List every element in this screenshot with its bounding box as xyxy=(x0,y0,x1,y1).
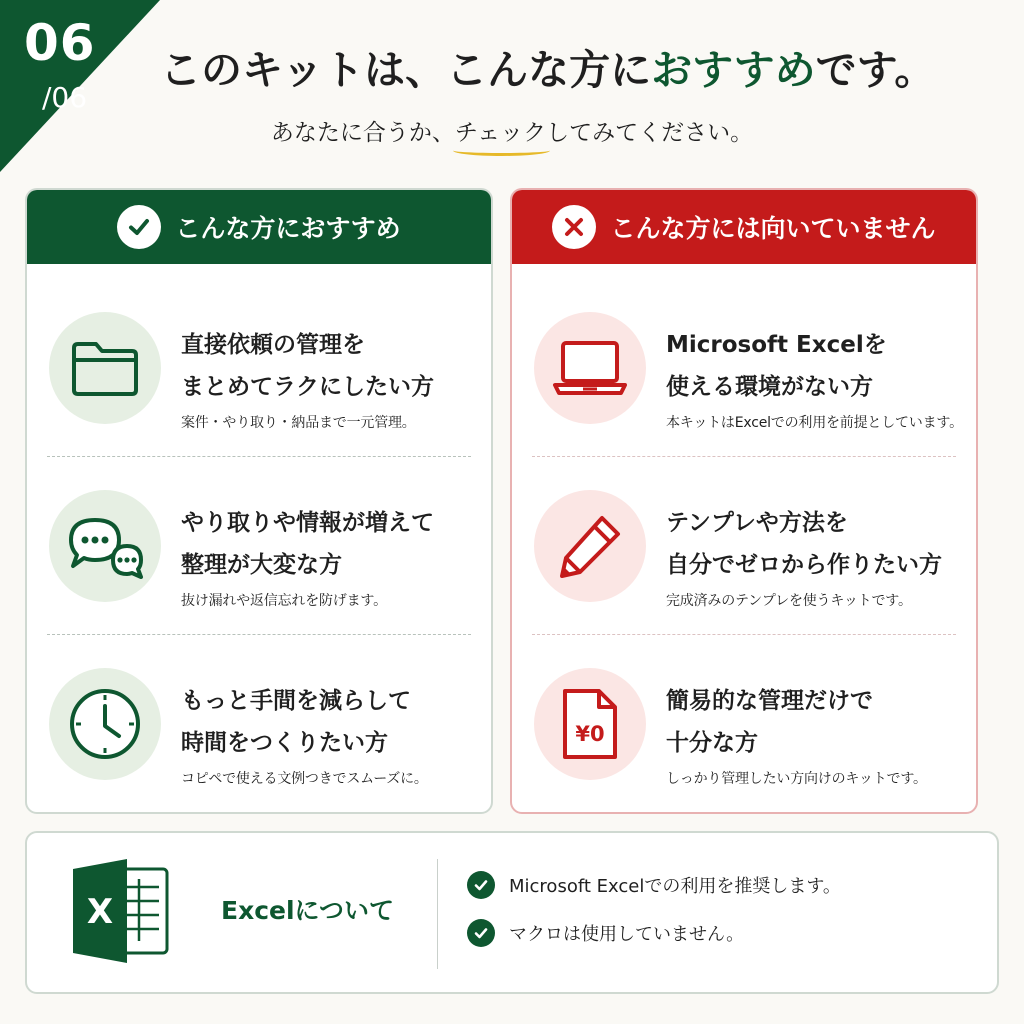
item-title: もっと手間を減らして 時間をつくりたい方 xyxy=(181,688,411,756)
excel-note-panel xyxy=(25,831,999,994)
divider xyxy=(47,634,471,635)
item-description: 完成済みのテンプレを使うキットです。 xyxy=(666,593,912,609)
item-description: 抜け漏れや返信忘れを防げます。 xyxy=(181,593,387,609)
item-title: 直接依頼の管理を まとめてラクにしたい方 xyxy=(181,332,434,400)
not-recommended-panel xyxy=(510,188,978,814)
item-title: テンプレや方法を 自分でゼロから作りたい方 xyxy=(666,510,942,578)
item-title: やり取りや情報が増えて 整理が大変な方 xyxy=(181,510,434,578)
laptop-icon xyxy=(534,312,646,424)
divider xyxy=(532,634,956,635)
excel-logo-letter: X xyxy=(86,892,114,932)
divider xyxy=(437,859,438,969)
not-recommended-heading: こんな方には向いていません xyxy=(610,214,936,243)
page-subtitle xyxy=(0,114,1024,147)
check-circle-icon xyxy=(117,205,161,249)
title-suffix: です。 xyxy=(815,46,936,94)
pencil-icon xyxy=(534,490,646,602)
subtitle-underlined: チェック xyxy=(454,120,547,146)
title-text: このキットは、こんな方に xyxy=(160,46,652,94)
recommended-heading: こんな方におすすめ xyxy=(175,214,401,243)
item-description: コピペで使える文例つきでスムーズに。 xyxy=(181,771,428,787)
recommended-item xyxy=(27,458,491,636)
excel-note-text: マクロは使用していません。 xyxy=(509,924,745,945)
page-number: 06 xyxy=(24,14,96,72)
chat-bubbles-icon xyxy=(49,490,161,602)
recommended-header xyxy=(27,190,491,264)
check-circle-icon xyxy=(467,919,495,947)
not-recommended-item xyxy=(512,636,976,814)
page-title xyxy=(160,46,1000,95)
recommended-panel xyxy=(25,188,493,814)
item-title: 簡易的な管理だけで 十分な方 xyxy=(666,688,873,756)
divider xyxy=(47,456,471,457)
excel-logo-icon xyxy=(71,855,171,967)
item-description: しっかり管理したい方向けのキットです。 xyxy=(666,771,927,787)
check-circle-icon xyxy=(467,871,495,899)
excel-note-text: Microsoft Excelでの利用を推奨します。 xyxy=(509,876,841,897)
recommended-item xyxy=(27,636,491,814)
subtitle-suffix: してみてください。 xyxy=(546,120,754,146)
yen-zero-label: ¥0 xyxy=(575,722,605,746)
title-highlight: おすすめ xyxy=(651,46,816,94)
item-description: 案件・やり取り・納品まで一元管理。 xyxy=(181,415,416,431)
item-description: 本キットはExcelでの利用を前提としています。 xyxy=(666,415,963,431)
not-recommended-item xyxy=(512,458,976,636)
divider xyxy=(532,456,956,457)
page-total: /06 xyxy=(42,81,88,114)
excel-note-title: Excelについて xyxy=(221,896,395,925)
not-recommended-header xyxy=(512,190,976,264)
not-recommended-item xyxy=(512,280,976,458)
item-title: Microsoft Excelを 使える環境がない方 xyxy=(666,332,887,400)
yen-document-icon xyxy=(534,668,646,780)
excel-note-item xyxy=(467,919,744,947)
x-circle-icon xyxy=(552,205,596,249)
folder-icon xyxy=(49,312,161,424)
clock-icon xyxy=(49,668,161,780)
excel-note-item xyxy=(467,871,841,899)
subtitle-text: あなたに合うか、 xyxy=(270,120,455,146)
recommended-item xyxy=(27,280,491,458)
